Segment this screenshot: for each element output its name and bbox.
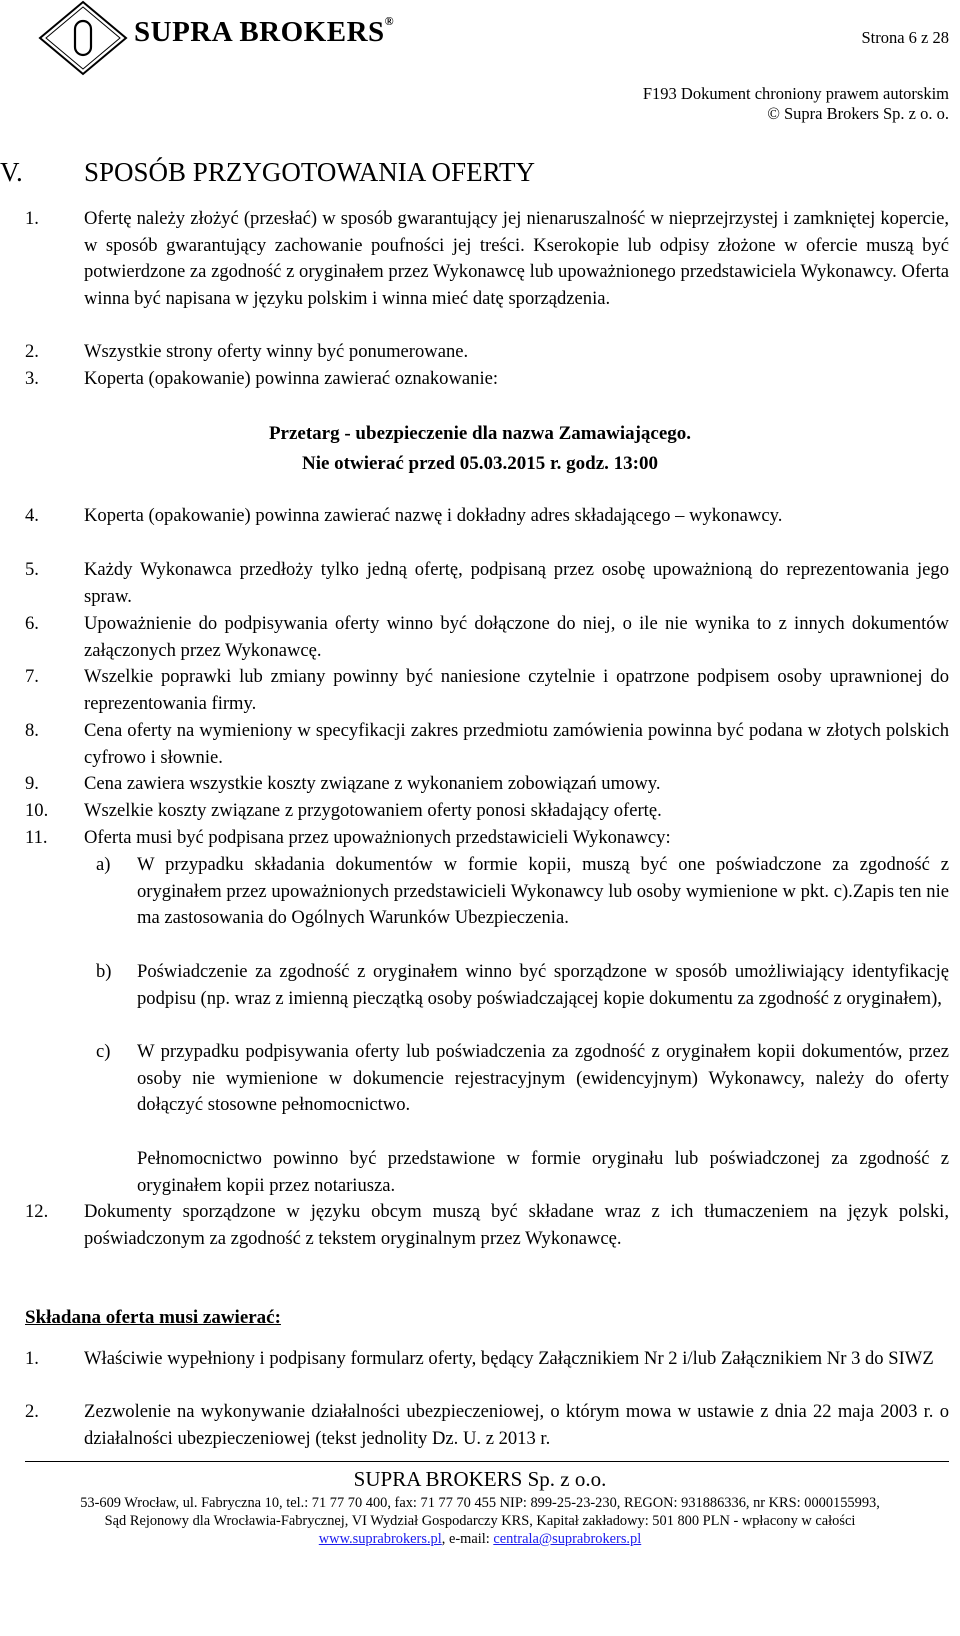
list-item-number: 4.: [25, 505, 39, 526]
sub-list-item: [0, 852, 949, 932]
list-item-number: 12.: [25, 1201, 49, 1222]
list-item-text: Wszelkie koszty związane z przygotowaniem oferty ponosi składający ofertę.: [84, 800, 662, 821]
footer-registry: Sąd Rejonowy dla Wrocławia-Fabrycznej, VI Wydział Gospodarczy KRS, Kapitał zakładowy: 501 800 PLN - wpłacony w całości: [104, 1513, 856, 1529]
list-item: [0, 771, 949, 798]
list-item-text: Wszystkie strony oferty winny być ponumerowane.: [84, 341, 469, 362]
sub-list-item: [0, 1039, 949, 1119]
list-item-text: Każdy Wykonawca przedłoży tylko jedną ofertę, podpisaną przez osobę upoważnioną do reprezentowania jego spraw.: [84, 559, 949, 607]
list-item: [0, 206, 949, 312]
list-item-number: 5.: [25, 559, 39, 580]
list-item: [0, 611, 949, 664]
list-item: [0, 718, 949, 771]
list-item: [0, 798, 949, 825]
email-label: , e-mail:: [441, 1531, 494, 1547]
list-item-text: Ofertę należy złożyć (przesłać) w sposób gwarantujący jej nienaruszalność w nieprzejrzystej i zamkniętej kopercie, w sposób gwarantujący zachowanie poufności jej treści. Kserokopie lub odpisy złożone w ofercie muszą być potwierdzone za zgodność z oryginałem przez Wykonawcę lub upoważnionego przedstawiciela Wykonawcy. Oferta winna być napisana w języku polskim i winna mieć datę sporządzenia.: [84, 208, 949, 309]
list-item-text: Dokumenty sporządzone w języku obcym muszą być składane wraz z ich tłumaczeniem na język polski, poświadczonym za zgodność z tekstem oryginalnym przez Wykonawcę.: [84, 1201, 949, 1249]
list-item-text: Cena oferty na wymieniony w specyfikacji zakres przedmiotu zamówienia powinna być podana w złotych polskich cyfrowo i słownie.: [84, 720, 949, 768]
list-item-text: Koperta (opakowanie) powinna zawierać oznakowanie:: [84, 368, 499, 389]
list-item: [0, 366, 949, 393]
page-number: Strona 6 z 28: [861, 28, 949, 47]
brand-name: SUPRA BROKERS®: [134, 14, 395, 48]
list-item-text: Wszelkie poprawki lub zmiany powinny być naniesione czytelnie i opatrzone podpisem osoby uprawnionej do reprezentowania firmy.: [84, 666, 949, 714]
list-item-number: 1.: [25, 1348, 39, 1369]
power-of-attorney-note: Pełnomocnictwo powinno być przedstawione w formie oryginału lub poświadczonej za zgodność z oryginałem kopii przez notariusza.: [137, 1148, 949, 1196]
email-link[interactable]: centrala@suprabrokers.pl: [493, 1531, 642, 1547]
list-item: [0, 339, 949, 366]
list-item-number: 2.: [25, 1401, 39, 1422]
offer-contents-heading: Składana oferta musi zawierać:: [25, 1307, 281, 1328]
list-item: [0, 825, 949, 852]
list-item-number: 3.: [25, 368, 39, 389]
list-item-number: 7.: [25, 666, 39, 687]
list-item-number: 2.: [25, 341, 39, 362]
envelope-label-line2: Nie otwierać przed 05.03.2015 r. godz. 13:00: [301, 453, 658, 474]
list-item-text: Upoważnienie do podpisywania oferty winno być dołączone do niej, o ile nie wynika to z innych dokumentów załączonych przez Wykonawcę.: [84, 613, 949, 661]
list-item: [0, 1399, 949, 1452]
list-item-text: Zezwolenie na wykonywanie działalności ubezpieczeniowej, o którym mowa w ustawie z dnia 22 maja 2003 r. o działalności ubezpieczeniowej (tekst jednolity Dz. U. z 2013 r.: [84, 1401, 949, 1449]
sub-list-item-letter: c): [96, 1041, 111, 1062]
copyright-notice: F193 Dokument chroniony prawem autorskim: [642, 84, 949, 103]
sub-list-item-text: Poświadczenie za zgodność z oryginałem winno być sporządzone w sposób umożliwiający identyfikację podpisu (np. wraz z imienną pieczątką osoby poświadczającej kopie dokumentu za zgodność z oryginałem),: [137, 961, 949, 1009]
registered-mark: ®: [384, 14, 395, 28]
list-item-number: 11.: [25, 827, 48, 848]
sub-list-item: [0, 959, 949, 1012]
list-item: [0, 503, 949, 530]
sub-list-item-letter: b): [96, 961, 112, 982]
section-title: SPOSÓB PRZYGOTOWANIA OFERTY: [84, 157, 535, 187]
list-item-number: 6.: [25, 613, 39, 634]
section-number: V.: [0, 157, 23, 187]
supra-brokers-logo-icon: [38, 0, 128, 76]
list-item: [0, 1199, 949, 1252]
list-item-number: 10.: [25, 800, 49, 821]
list-item: [0, 664, 949, 717]
footer-company-name: SUPRA BROKERS Sp. z o.o.: [353, 1467, 607, 1491]
list-item-number: 8.: [25, 720, 39, 741]
footer-contact: [0, 1531, 960, 1548]
list-item-text: Koperta (opakowanie) powinna zawierać nazwę i dokładny adres składającego – wykonawcy.: [84, 505, 783, 526]
footer-address: 53-609 Wrocław, ul. Fabryczna 10, tel.: 71 77 70 400, fax: 71 77 70 455 NIP: 899-25-23-230, REGON: 931886336, nr KRS: 0000155993,: [80, 1495, 880, 1511]
list-item: [0, 557, 949, 610]
sub-list-item-letter: a): [96, 854, 111, 875]
list-item-text: Oferta musi być podpisana przez upoważnionych przedstawicieli Wykonawcy:: [84, 827, 671, 848]
envelope-label-line1: Przetarg - ubezpieczenie dla nazwa Zamawiającego.: [268, 423, 692, 444]
list-item-number: 1.: [25, 208, 39, 229]
sub-list-item-text: W przypadku podpisywania oferty lub poświadczenia za zgodność z oryginałem kopii dokumentów, przez osoby nie wymienione w dokumencie rejestracyjnym (ewidencyjnym) Wykonawcy, należy do oferty dołączyć stosowne pełnomocnictwo.: [137, 1041, 949, 1116]
website-link[interactable]: www.suprabrokers.pl: [318, 1531, 442, 1547]
copyright-owner: © Supra Brokers Sp. z o. o.: [767, 104, 949, 123]
list-item: [0, 1346, 949, 1373]
footer-divider: [25, 1461, 949, 1462]
list-item-text: Cena zawiera wszystkie koszty związane z wykonaniem zobowiązań umowy.: [84, 773, 661, 794]
sub-list-item-text: W przypadku składania dokumentów w formie kopii, muszą być one poświadczone za zgodność z oryginałem przez upoważnionych przedstawicieli Wykonawcy lub osoby wymienione w pkt. c).Zapis ten nie ma zastosowania do Ogólnych Warunków Ubezpieczenia.: [137, 854, 949, 929]
list-item-number: 9.: [25, 773, 39, 794]
list-item-text: Właściwie wypełniony i podpisany formularz oferty, będący Załącznikiem Nr 2 i/lub Załącznikiem Nr 3 do SIWZ: [84, 1348, 934, 1369]
